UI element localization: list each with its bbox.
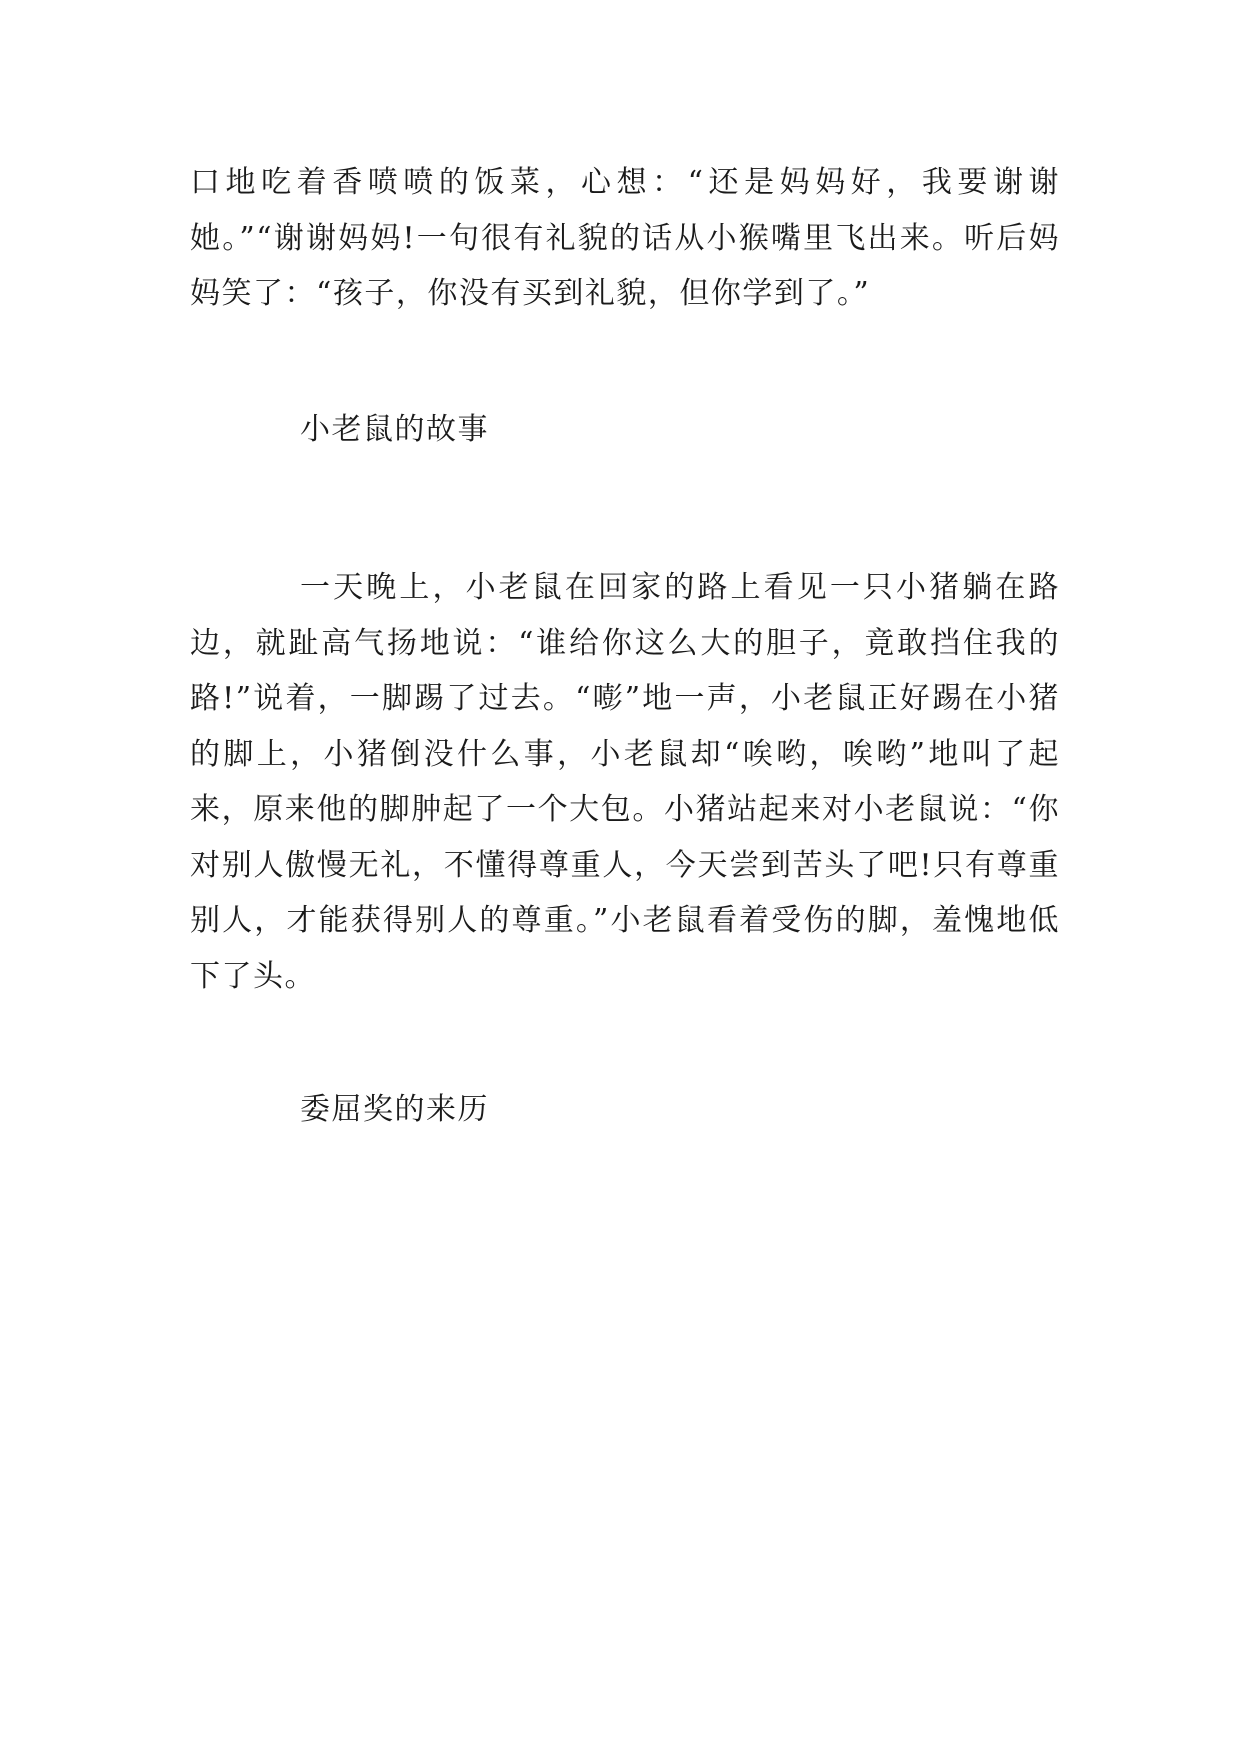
story-title-grievance-award: 委屈奖的来历 — [300, 1092, 489, 1127]
story-paragraph-little-mouse: 一天晚上，小老鼠在回家的路上看见一只小猪躺在路边，就趾高气扬地说：“谁给你这么大的胆子，竟敢挡住我的路!”说着，一脚踢了过去。“嘭”地一声，小老鼠正好踢在小猪的脚上，小猪倒没什么事，小老鼠却“唉哟，唉哟”地叫了起来，原来他的脚肿起了一个大包。小猪站起来对小老鼠说：“你对别人傲慢无礼，不懂得尊重人，今天尝到苦头了吧!只有尊重别人，才能获得别人的尊重。”小老鼠看着受伤的脚，羞愧地低下了头。 — [190, 570, 1060, 994]
story-paragraph-continuation: 口地吃着香喷喷的饭菜，心想：“还是妈妈好，我要谢谢她。”“谢谢妈妈!一句很有礼貌的话从小猴嘴里飞出来。听后妈妈笑了：“孩子，你没有买到礼貌，但你学到了。” — [190, 165, 1060, 311]
story-title-little-mouse: 小老鼠的故事 — [300, 412, 489, 447]
